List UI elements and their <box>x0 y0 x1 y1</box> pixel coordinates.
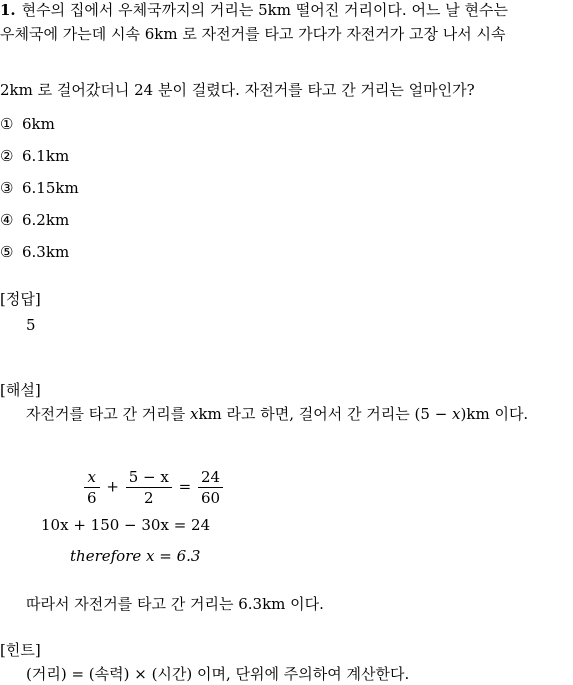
explanation-intro-b: km 라고 하면, 걸어서 간 거리는 (5 − <box>198 405 453 423</box>
answer-value: 5 <box>26 316 36 334</box>
explanation-intro <box>26 404 528 424</box>
option-4-text: 6.2km <box>22 211 70 229</box>
option-1-marker: ① <box>0 115 14 133</box>
fraction-2-numerator: 5 − x <box>126 467 172 488</box>
fraction-1-denominator: 6 <box>87 489 97 507</box>
hint-label: [힌트] <box>0 641 41 659</box>
option-5-marker: ⑤ <box>0 243 14 261</box>
option-1[interactable] <box>0 114 55 134</box>
option-3-text: 6.15km <box>22 179 79 197</box>
fraction-3-denominator: 60 <box>200 489 221 507</box>
option-4[interactable] <box>0 210 69 230</box>
fraction-24-over-60 <box>198 467 223 508</box>
explanation-var-x: x <box>189 405 199 423</box>
explanation-label: [해설] <box>0 381 41 399</box>
equation-1-plus: + <box>106 477 119 496</box>
question-number: 1. <box>0 1 16 19</box>
explanation-intro-a: 자전거를 타고 간 거리를 <box>26 405 190 423</box>
option-2[interactable] <box>0 146 69 166</box>
option-3-marker: ③ <box>0 179 14 197</box>
fraction-1-numerator: x <box>84 467 100 488</box>
equation-3-result: x = 6.3 <box>146 547 201 565</box>
fraction-3-numerator: 24 <box>198 467 223 488</box>
equation-3-therefore: therefore <box>70 547 142 565</box>
question-text-1: 현수의 집에서 우체국까지의 거리는 5km 떨어진 거리이다. 어느 날 현수는 <box>21 1 508 19</box>
question-line-3: 2km 로 걸어갔더니 24 분이 걸렸다. 자전거를 타고 간 거리는 얼마인가? <box>0 81 475 99</box>
option-2-marker: ② <box>0 147 14 165</box>
option-3[interactable] <box>0 178 79 198</box>
question-line-1 <box>0 0 508 20</box>
equation-1-equals: = <box>178 477 192 496</box>
equation-3 <box>70 546 200 566</box>
equation-2: 10x + 150 − 30x = 24 <box>41 516 211 534</box>
answer-label: [정답] <box>0 290 41 308</box>
fraction-5-minus-x-over-2 <box>126 467 172 508</box>
option-4-marker: ④ <box>0 211 14 229</box>
equation-1 <box>82 467 225 508</box>
option-2-text: 6.1km <box>22 147 70 165</box>
option-5[interactable] <box>0 242 69 262</box>
explanation-conclusion: 따라서 자전거를 타고 간 거리는 6.3km 이다. <box>26 595 324 613</box>
fraction-2-denominator: 2 <box>143 489 154 507</box>
explanation-intro-c: )km 이다. <box>460 405 529 423</box>
option-1-text: 6km <box>22 115 55 133</box>
fraction-x-over-6 <box>84 467 100 508</box>
hint-text: (거리) = (속력) × (시간) 이며, 단위에 주의하여 계산한다. <box>26 665 410 683</box>
explanation-var-x2: x <box>452 405 461 423</box>
option-5-text: 6.3km <box>22 243 70 261</box>
question-line-2: 우체국에 가는데 시속 6km 로 자전거를 타고 가다가 자전거가 고장 나서 시속 <box>0 25 506 43</box>
